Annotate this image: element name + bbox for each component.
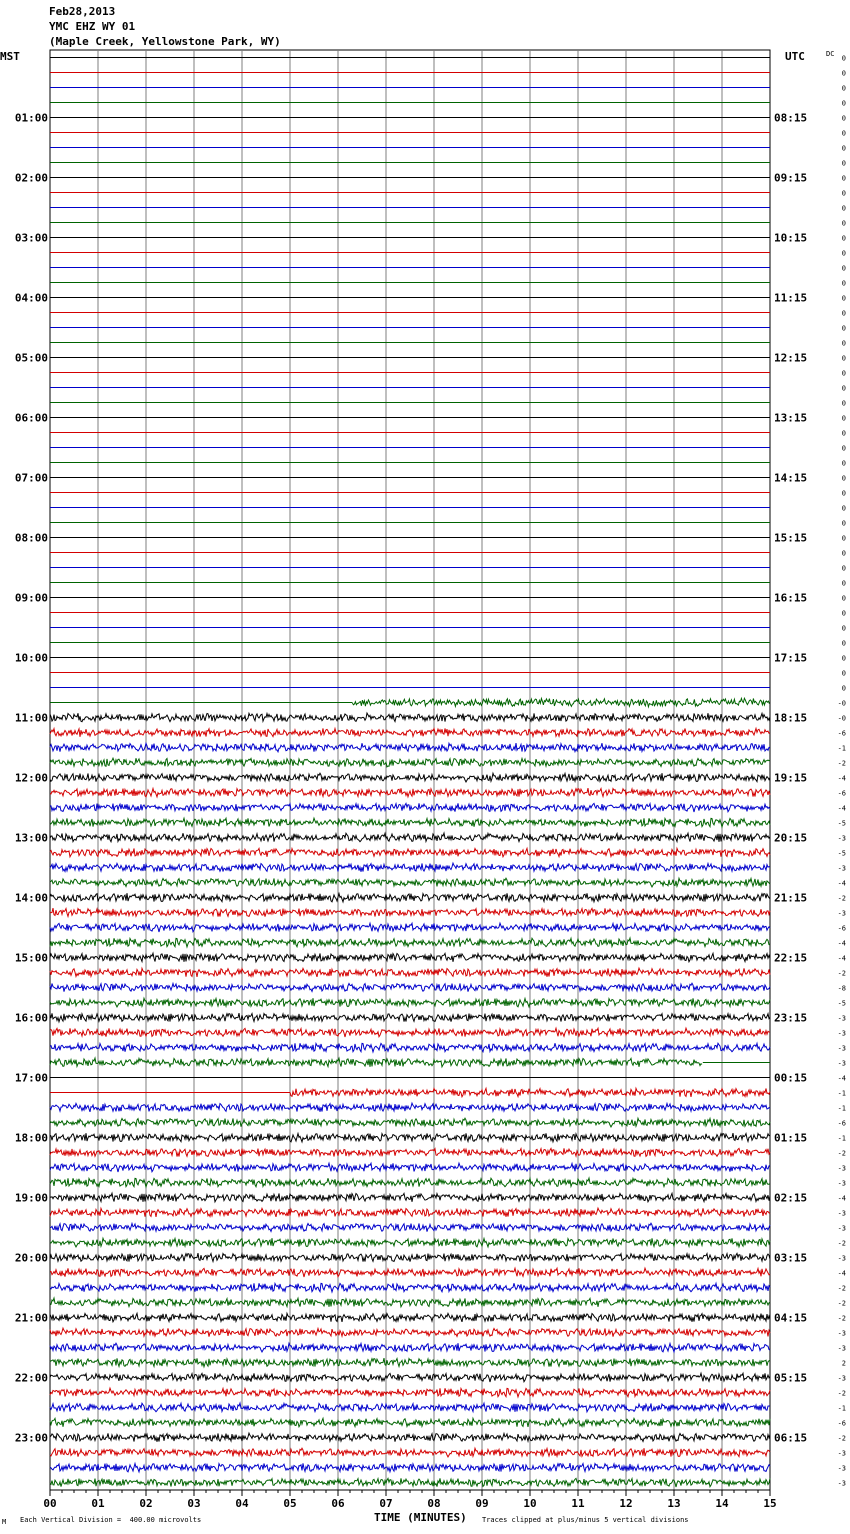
hour-label-left: 19:00: [14, 1191, 48, 1205]
hour-label-left: 22:00: [14, 1371, 48, 1385]
dc-offset-label: -2: [837, 894, 846, 903]
dc-offset-label: -2: [837, 1389, 846, 1398]
dc-offset-label: -3: [837, 864, 846, 873]
trace-signal: [50, 1448, 770, 1457]
hour-label-left: 16:00: [14, 1011, 48, 1025]
hour-label-right: 08:15: [774, 111, 808, 125]
dc-offset-label: 0: [841, 99, 846, 108]
trace-signal: [50, 1478, 770, 1487]
x-tick-label: 05: [283, 1497, 297, 1510]
trace-signal: [352, 698, 769, 707]
hour-label-right: 05:15: [774, 1371, 808, 1385]
dc-offset-label: 0: [841, 159, 846, 168]
hour-label-left: 13:00: [14, 831, 48, 845]
dc-offset-label: -0: [837, 699, 846, 708]
trace-signal: [50, 1463, 770, 1472]
trace-signal: [50, 713, 770, 722]
dc-offset-label: 0: [841, 444, 846, 453]
dc-offset-label: 0: [841, 579, 846, 588]
dc-offset-label: -1: [837, 744, 846, 753]
dc-offset-label: -6: [837, 1419, 846, 1428]
x-tick-label: 00: [43, 1497, 57, 1510]
dc-offset-label: -3: [837, 1029, 846, 1038]
hour-label-left: 15:00: [14, 951, 48, 965]
header-date: Feb28,2013: [49, 5, 116, 18]
dc-offset-label: -2: [837, 1434, 846, 1443]
hour-label-right: 16:15: [774, 591, 808, 605]
trace-signal: [50, 1028, 770, 1037]
hour-label-right: 15:15: [774, 531, 808, 545]
dc-label: DC: [826, 50, 835, 58]
dc-offset-label: 0: [841, 69, 846, 78]
trace-signal: [50, 1358, 770, 1367]
dc-offset-label: -6: [837, 924, 846, 933]
hour-label-right: 12:15: [774, 351, 808, 365]
trace-signal: [50, 1253, 770, 1262]
hour-label-left: 03:00: [14, 231, 48, 245]
dc-offset-label: 0: [841, 459, 846, 468]
dc-offset-label: -5: [837, 999, 846, 1008]
dc-offset-label: -2: [837, 1149, 846, 1158]
trace-signal: [50, 938, 770, 947]
hour-label-left: 04:00: [14, 291, 48, 305]
trace-signal: [50, 1238, 770, 1247]
hour-label-right: 03:15: [774, 1251, 808, 1265]
trace-signal: [50, 1403, 770, 1412]
dc-offset-label: 0: [841, 414, 846, 423]
trace-signal: [50, 998, 770, 1007]
trace-signal: [50, 1193, 770, 1202]
x-tick-label: 03: [187, 1497, 201, 1510]
trace-signal: [50, 803, 770, 812]
hour-label-left: 17:00: [14, 1071, 48, 1085]
hour-label-left: 07:00: [14, 471, 48, 485]
dc-offset-label: 0: [841, 234, 846, 243]
dc-offset-label: -6: [837, 729, 846, 738]
trace-signal: [50, 1133, 770, 1142]
trace-signal: [50, 1058, 702, 1067]
hour-label-right: 09:15: [774, 171, 808, 185]
hour-label-left: 20:00: [14, 1251, 48, 1265]
dc-offset-label: 0: [841, 609, 846, 618]
trace-signal: [50, 878, 770, 887]
hour-label-right: 11:15: [774, 291, 808, 305]
trace-signal: [50, 848, 770, 857]
trace-signal: [50, 1328, 770, 1337]
trace-signal: [50, 983, 770, 991]
hour-label-left: 21:00: [14, 1311, 48, 1325]
dc-offset-label: -3: [837, 1164, 846, 1173]
dc-offset-label: 0: [841, 219, 846, 228]
hour-label-right: 20:15: [774, 831, 808, 845]
dc-offset-label: 0: [841, 114, 846, 123]
dc-offset-label: 0: [841, 369, 846, 378]
dc-offset-label: 0: [841, 504, 846, 513]
plot-frame: [50, 50, 770, 1490]
trace-signal: [50, 1268, 770, 1277]
hour-label-right: 04:15: [774, 1311, 808, 1325]
dc-offset-label: -0: [837, 714, 846, 723]
trace-signal: [50, 833, 770, 842]
hour-label-right: 21:15: [774, 891, 808, 905]
dc-offset-label: 0: [841, 429, 846, 438]
dc-offset-label: -4: [837, 804, 846, 813]
dc-offset-label: -3: [837, 1254, 846, 1263]
dc-offset-label: -3: [837, 1449, 846, 1458]
right-timezone-label: UTC: [785, 50, 805, 63]
dc-offset-label: -6: [837, 789, 846, 798]
header-station: YMC EHZ WY 01: [49, 20, 136, 33]
dc-offset-label: -3: [837, 1209, 846, 1218]
trace-signal: [50, 1163, 770, 1172]
x-tick-label: 01: [91, 1497, 105, 1510]
dc-offset-label: -4: [837, 1074, 846, 1083]
dc-offset-label: -1: [837, 1104, 846, 1113]
dc-offset-label: 0: [841, 594, 846, 603]
dc-offset-label: -3: [837, 1344, 846, 1353]
hour-label-left: 18:00: [14, 1131, 48, 1145]
trace-signal: [50, 863, 770, 872]
hour-label-right: 06:15: [774, 1431, 808, 1445]
dc-offset-label: -1: [837, 1089, 846, 1098]
hour-label-right: 10:15: [774, 231, 808, 245]
corner-mark: M: [2, 1518, 7, 1526]
dc-offset-label: 0: [841, 249, 846, 258]
x-tick-label: 10: [523, 1497, 537, 1510]
x-tick-label: 13: [667, 1497, 681, 1510]
dc-offset-label: -2: [837, 1239, 846, 1248]
dc-offset-label: -3: [837, 1479, 846, 1488]
hour-label-left: 14:00: [14, 891, 48, 905]
trace-signal: [50, 1148, 770, 1156]
hour-label-left: 06:00: [14, 411, 48, 425]
dc-offset-label: 0: [841, 489, 846, 498]
trace-signal: [50, 758, 770, 767]
dc-offset-label: 0: [841, 684, 846, 693]
x-tick-label: 11: [571, 1497, 585, 1510]
hour-label-right: 18:15: [774, 711, 808, 725]
hour-label-left: 01:00: [14, 111, 48, 125]
trace-signal: [50, 788, 770, 797]
dc-offset-label: -3: [837, 1044, 846, 1053]
dc-offset-label: -3: [837, 1464, 846, 1473]
hour-label-left: 23:00: [14, 1431, 48, 1445]
footer-scale-note: Each Vertical Division = 400.00 microvolts: [20, 1516, 202, 1524]
dc-offset-label: -1: [837, 1134, 846, 1143]
dc-offset-label: -2: [837, 969, 846, 978]
dc-offset-label: 0: [841, 144, 846, 153]
x-tick-label: 12: [619, 1497, 633, 1510]
dc-offset-label: -3: [837, 909, 846, 918]
dc-offset-label: -4: [837, 774, 846, 783]
dc-offset-label: -3: [837, 1059, 846, 1068]
trace-signal: [50, 923, 770, 932]
hour-label-right: 17:15: [774, 651, 808, 665]
dc-offset-label: -4: [837, 879, 846, 888]
trace-signal: [50, 893, 770, 902]
trace-signal: [50, 1388, 770, 1397]
hour-label-left: 02:00: [14, 171, 48, 185]
dc-offset-label: 0: [841, 639, 846, 648]
dc-offset-label: 0: [841, 339, 846, 348]
dc-offset-label: 0: [841, 294, 846, 303]
x-tick-label: 02: [139, 1497, 153, 1510]
dc-offset-label: -2: [837, 759, 846, 768]
dc-offset-label: -3: [837, 1329, 846, 1338]
trace-signal: [50, 773, 770, 782]
hour-label-right: 19:15: [774, 771, 808, 785]
header-location: (Maple Creek, Yellowstone Park, WY): [49, 35, 281, 48]
trace-signal: [50, 1313, 770, 1322]
dc-offset-label: 0: [841, 264, 846, 273]
trace-signal: [50, 953, 770, 962]
dc-offset-label: 0: [841, 474, 846, 483]
dc-offset-label: -1: [837, 1404, 846, 1413]
trace-signal: [50, 1178, 770, 1187]
trace-signal: [50, 968, 770, 977]
dc-offset-label: -3: [837, 834, 846, 843]
dc-offset-label: -3: [837, 1224, 846, 1233]
dc-offset-label: 0: [841, 174, 846, 183]
hour-label-right: 01:15: [774, 1131, 808, 1145]
trace-signal: [50, 1103, 770, 1112]
hour-label-right: 13:15: [774, 411, 808, 425]
dc-offset-label: 0: [841, 669, 846, 678]
dc-offset-label: 0: [841, 384, 846, 393]
x-axis-label: TIME (MINUTES): [374, 1511, 467, 1524]
dc-offset-label: -4: [837, 939, 846, 948]
hour-label-left: 08:00: [14, 531, 48, 545]
dc-offset-label: 0: [841, 534, 846, 543]
dc-offset-label: 0: [841, 129, 846, 138]
dc-offset-label: 0: [841, 564, 846, 573]
trace-signal: [50, 1433, 770, 1442]
x-tick-label: 14: [715, 1497, 729, 1510]
trace-signal: [50, 1283, 770, 1292]
hour-label-right: 23:15: [774, 1011, 808, 1025]
dc-offset-label: -2: [837, 1299, 846, 1308]
dc-offset-label: -5: [837, 819, 846, 828]
hour-label-left: 10:00: [14, 651, 48, 665]
dc-offset-label: 0: [841, 354, 846, 363]
trace-signal: [50, 1223, 770, 1231]
dc-offset-label: -8: [837, 984, 846, 993]
hour-label-right: 22:15: [774, 951, 808, 965]
x-tick-label: 15: [763, 1497, 777, 1510]
trace-signal: [50, 728, 770, 736]
dc-offset-label: -5: [837, 849, 846, 858]
dc-offset-label: -2: [837, 1314, 846, 1323]
dc-offset-label: 2: [841, 1359, 846, 1368]
left-timezone-label: MST: [0, 50, 20, 63]
trace-signal: [50, 743, 770, 752]
dc-offset-label: 0: [841, 624, 846, 633]
trace-signal: [50, 908, 770, 917]
dc-offset-label: 0: [841, 84, 846, 93]
dc-offset-label: 0: [841, 279, 846, 288]
trace-signal: [50, 1298, 770, 1307]
dc-offset-label: -3: [837, 1014, 846, 1023]
dc-offset-label: 0: [841, 654, 846, 663]
trace-signal: [50, 1013, 770, 1022]
dc-offset-label: -3: [837, 1179, 846, 1188]
trace-signal: [50, 1343, 770, 1352]
x-tick-label: 04: [235, 1497, 249, 1510]
dc-offset-label: 0: [841, 54, 846, 63]
dc-offset-label: 0: [841, 204, 846, 213]
trace-signal: [50, 1118, 770, 1127]
x-tick-label: 07: [379, 1497, 393, 1510]
footer-clip-note: Traces clipped at plus/minus 5 vertical divisions: [482, 1516, 689, 1524]
hour-label-right: 02:15: [774, 1191, 808, 1205]
dc-offset-label: -6: [837, 1119, 846, 1128]
dc-offset-label: 0: [841, 519, 846, 528]
trace-signal: [50, 818, 770, 827]
hour-label-right: 14:15: [774, 471, 808, 485]
dc-offset-label: -4: [837, 954, 846, 963]
hour-label-left: 05:00: [14, 351, 48, 365]
dc-offset-label: 0: [841, 549, 846, 558]
dc-offset-label: -4: [837, 1269, 846, 1278]
dc-offset-label: 0: [841, 309, 846, 318]
x-tick-label: 06: [331, 1497, 345, 1510]
x-tick-label: 08: [427, 1497, 441, 1510]
trace-signal: [50, 1418, 770, 1427]
hour-label-left: 12:00: [14, 771, 48, 785]
hour-label-right: 00:15: [774, 1071, 808, 1085]
dc-offset-label: 0: [841, 189, 846, 198]
x-tick-label: 09: [475, 1497, 489, 1510]
trace-signal: [50, 1373, 770, 1382]
trace-signal: [50, 1043, 770, 1052]
hour-label-left: 11:00: [14, 711, 48, 725]
trace-signal: [50, 1208, 770, 1217]
dc-offset-label: 0: [841, 399, 846, 408]
dc-offset-label: -4: [837, 1194, 846, 1203]
dc-offset-label: 0: [841, 324, 846, 333]
dc-offset-label: -3: [837, 1374, 846, 1383]
hour-label-left: 09:00: [14, 591, 48, 605]
dc-offset-label: -2: [837, 1284, 846, 1293]
